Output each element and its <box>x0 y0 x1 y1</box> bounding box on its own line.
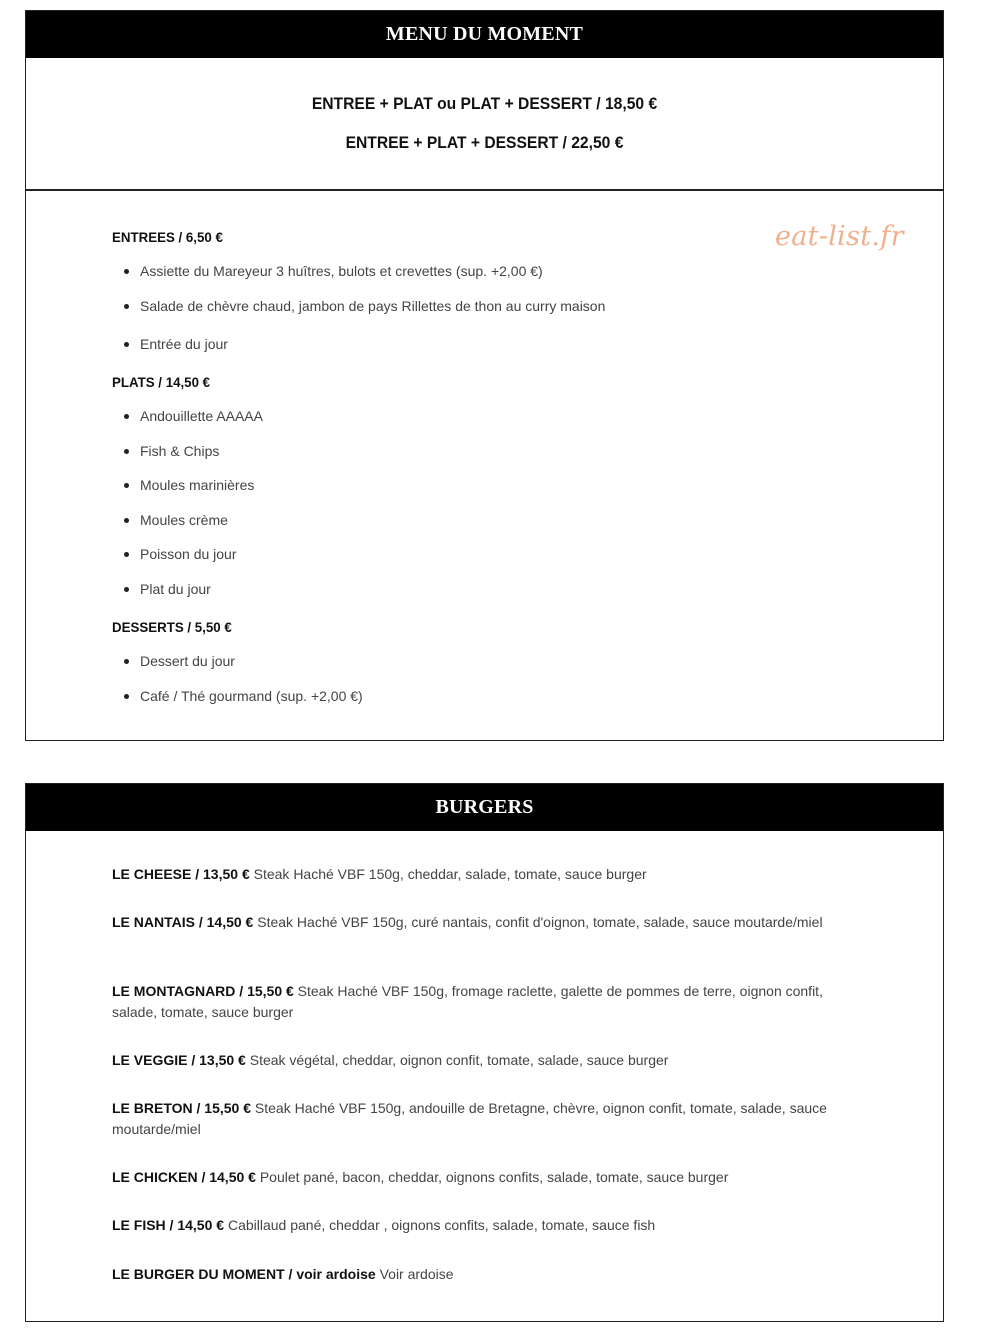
burger-description: Steak Haché VBF 150g, andouille de Bretagne, chèvre, oignon confit, tomate, salade, sauce moutarde/miel <box>112 1100 827 1137</box>
burger-description: Poulet pané, bacon, cheddar, oignons confits, salade, tomate, sauce burger <box>259 1169 729 1185</box>
bullet-icon <box>124 304 129 309</box>
menu-du-moment-card <box>25 10 944 741</box>
list-item: Fish & Chips <box>124 443 219 459</box>
list-item: Andouillette AAAAA <box>124 408 263 424</box>
burger-description: Steak Haché VBF 150g, fromage raclette, galette de pommes de terre, oignon confit, salade, tomate, sauce burger <box>112 983 823 1020</box>
burger-name: LE CHICKEN / 14,50 € <box>112 1169 256 1185</box>
burger-description: Cabillaud pané, cheddar , oignons confits, salade, tomate, sauce fish <box>227 1217 656 1233</box>
bullet-icon <box>124 449 129 454</box>
bullet-icon <box>124 587 129 592</box>
burger-item <box>112 1215 852 1236</box>
burger-name: LE BRETON / 15,50 € <box>112 1100 252 1116</box>
burger-description: Steak Haché VBF 150g, curé nantais, confit d'oignon, tomate, salade, sauce moutarde/miel <box>257 914 823 930</box>
formula-entree-plat-or-plat-dessert: ENTREE + PLAT ou PLAT + DESSERT / 18,50 € <box>311 94 658 113</box>
burger-name: LE FISH / 14,50 € <box>112 1217 225 1233</box>
burger-name: LE VEGGIE / 13,50 € <box>112 1052 246 1068</box>
burger-description: Steak Haché VBF 150g, cheddar, salade, tomate, sauce burger <box>253 866 647 882</box>
burger-name: LE NANTAIS / 14,50 € <box>112 914 254 930</box>
list-item: Moules marinières <box>124 477 254 493</box>
bullet-icon <box>124 552 129 557</box>
bullet-icon <box>124 483 129 488</box>
burger-item <box>112 912 852 933</box>
list-item: Salade de chèvre chaud, jambon de pays Rillettes de thon au curry maison <box>124 298 605 314</box>
list-item: Poisson du jour <box>124 546 237 562</box>
burger-name: LE MONTAGNARD / 15,50 € <box>112 983 294 999</box>
watermark-text: eat-list.fr <box>775 221 904 252</box>
bullet-icon <box>124 518 129 523</box>
section-title-entrees: ENTREES / 6,50 € <box>112 229 223 245</box>
burger-name: LE CHEESE / 13,50 € <box>112 866 250 882</box>
burger-item <box>112 1050 852 1071</box>
menu-title: MENU DU MOMENT <box>26 11 943 58</box>
bullet-icon <box>124 342 129 347</box>
burger-description: Steak végétal, cheddar, oignon confit, tomate, salade, sauce burger <box>249 1052 669 1068</box>
bullet-icon <box>124 414 129 419</box>
bullet-icon <box>124 269 129 274</box>
list-item: Assiette du Mareyeur 3 huîtres, bulots et crevettes (sup. +2,00 €) <box>124 263 543 279</box>
bullet-icon <box>124 659 129 664</box>
burger-description: Voir ardoise <box>379 1266 454 1282</box>
burger-item <box>112 1167 852 1188</box>
burger-item <box>112 864 852 885</box>
bullet-icon <box>124 694 129 699</box>
list-item: Dessert du jour <box>124 653 235 669</box>
formula-entree-plat-dessert: ENTREE + PLAT + DESSERT / 22,50 € <box>345 133 624 152</box>
burger-name: LE BURGER DU MOMENT / voir ardoise <box>112 1266 376 1282</box>
burger-item <box>112 981 852 1023</box>
list-item: Entrée du jour <box>124 336 228 352</box>
section-title-desserts: DESSERTS / 5,50 € <box>112 619 232 635</box>
burgers-title: BURGERS <box>26 784 943 831</box>
list-item: Moules crème <box>124 512 228 528</box>
list-item: Café / Thé gourmand (sup. +2,00 €) <box>124 688 363 704</box>
burger-item <box>112 1264 852 1285</box>
formulas-block <box>26 58 943 191</box>
section-title-plats: PLATS / 14,50 € <box>112 374 211 390</box>
burgers-card <box>25 783 944 1322</box>
list-item: Plat du jour <box>124 581 211 597</box>
burger-item <box>112 1098 852 1140</box>
